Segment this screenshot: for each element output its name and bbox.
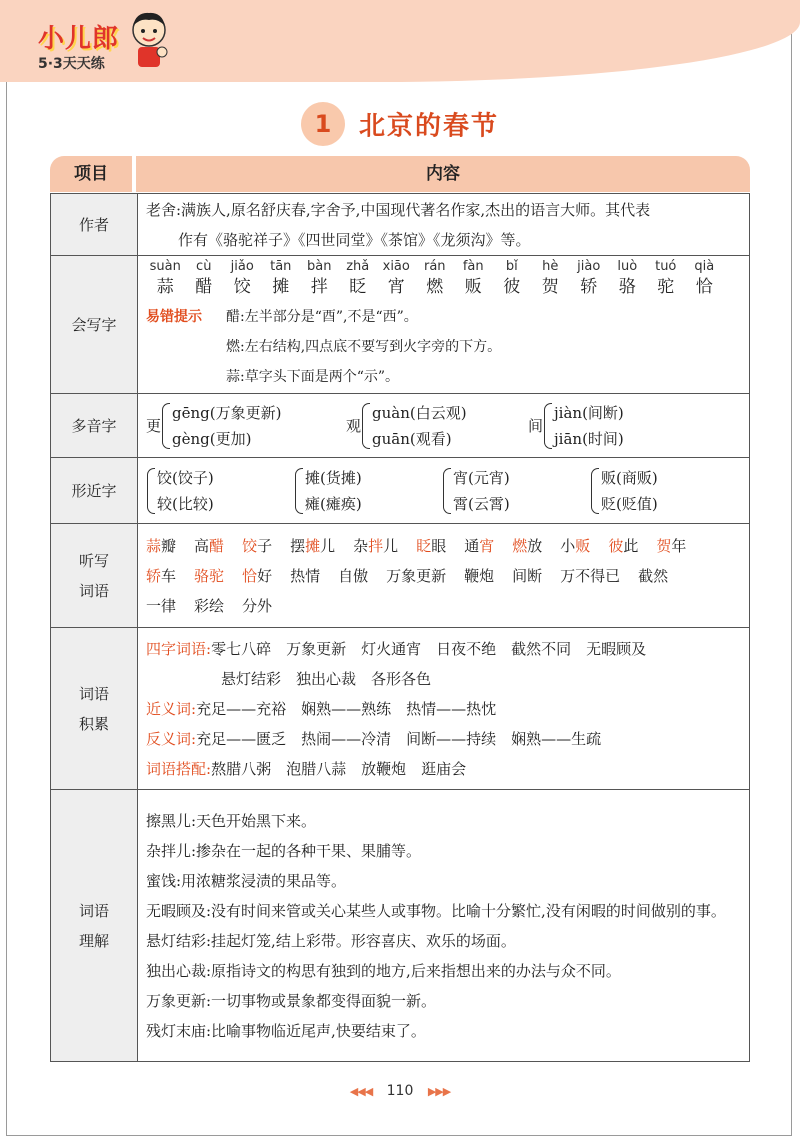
author-line-2: 作有《骆驼祥子》《四世同堂》《茶馆》《龙须沟》等。: [178, 230, 531, 249]
dictation-word: [512, 537, 542, 555]
row-understand: [51, 790, 750, 1062]
dictation-word: [656, 537, 686, 555]
similar-group: [590, 465, 738, 517]
definition-item: 无暇顾及:没有时间来管或关心某些人或事物。比喻十分繁忙,没有闲暇的时间做别的事。: [146, 901, 726, 920]
synonym-text: 充足——充裕 娴熟——熟练 热情——热忱: [196, 699, 497, 718]
pinyin: hè: [542, 258, 559, 274]
lesson-title: [0, 102, 800, 146]
pinyin-char-cell: [223, 258, 262, 298]
hanzi: 驼: [657, 276, 675, 297]
header-item-column: 项目: [50, 156, 132, 192]
dictation-word: [464, 537, 494, 555]
dictation-word: [146, 597, 176, 615]
label-dictation-line-2: 词语: [78, 581, 109, 600]
pinyin: jiào: [577, 258, 601, 274]
collocation-label: 词语搭配:: [146, 759, 212, 778]
synonym-label: 近义词:: [146, 699, 197, 718]
label-understand-line-1: 词语: [78, 901, 109, 920]
word-part: 热情: [290, 566, 321, 585]
dictation-word: [146, 537, 176, 555]
pinyin: bàn: [307, 258, 332, 274]
four-char-label: 四字词语:: [146, 639, 212, 658]
dictation-word: [608, 537, 638, 555]
polyphone-reading: gēng(万象更新): [172, 403, 282, 422]
dictation-word: [290, 537, 335, 555]
pinyin-char-cell: [570, 258, 609, 298]
brace-icon: [147, 468, 155, 514]
similar-item: 霄(云霄): [453, 494, 510, 513]
new-char: 恰: [242, 566, 258, 585]
new-char: 彼: [608, 536, 624, 555]
hanzi: 拌: [310, 276, 328, 297]
polyphone-readings: [554, 400, 624, 452]
word-part: 鞭炮: [464, 566, 495, 585]
pinyin-char-cell: [608, 258, 647, 298]
label-similar-chars: 形近字: [51, 458, 138, 524]
polyphone-group: [346, 400, 528, 452]
dictation-word: [416, 537, 446, 555]
hanzi: 贩: [464, 276, 482, 297]
write-chars-content: [138, 256, 750, 394]
pinyin: suàn: [149, 258, 181, 274]
label-accumulate-line-2: 积累: [78, 714, 109, 733]
tip-label: 易错提示: [146, 308, 202, 325]
new-char: 眨: [416, 536, 432, 555]
word-part: 万不得已: [560, 566, 621, 585]
brace-icon: [295, 468, 303, 514]
four-char-line-1: 零七八碎 万象更新 灯火通宵 日夜不绝 截然不同 无暇顾及: [211, 639, 647, 658]
four-char-words: [146, 634, 743, 664]
word-part: 车: [161, 566, 177, 585]
brace-icon: [362, 403, 370, 449]
new-char: 轿: [146, 566, 162, 585]
dictation-word: [512, 567, 542, 585]
polyphone-char: 更: [146, 416, 162, 435]
pinyin: cù: [196, 258, 212, 274]
antonym-label: 反义词:: [146, 729, 197, 748]
tip-2: 燃:左右结构,四点底不要写到火字旁的下方。: [226, 338, 502, 355]
similar-groups: [146, 465, 743, 517]
polyphone-char: 观: [346, 416, 362, 435]
word-part: 杂: [353, 536, 369, 555]
tip-1: 醋:左半部分是“酉”,不是“西”。: [226, 308, 418, 325]
word-part: 通: [464, 536, 480, 555]
dictation-word: [242, 567, 272, 585]
word-part: 儿: [383, 536, 399, 555]
word-part: 年: [671, 536, 687, 555]
new-char: 燃: [512, 536, 528, 555]
similar-item: 饺(饺子): [157, 468, 214, 487]
similar-pair: [601, 465, 658, 517]
author-content: [138, 194, 750, 256]
row-author: [51, 194, 750, 256]
pinyin: qià: [694, 258, 715, 274]
word-part: 彩绘: [194, 596, 225, 615]
antonyms: [146, 724, 743, 754]
collocations: [146, 754, 743, 784]
pinyin: bǐ: [505, 258, 518, 274]
similar-pair: [157, 465, 214, 517]
new-char: 拌: [368, 536, 384, 555]
brace-icon: [544, 403, 552, 449]
dictation-word: [353, 537, 398, 555]
tip-3: 蒜:草字头下面是两个“示”。: [226, 368, 400, 385]
new-char: 骆驼: [194, 566, 225, 585]
word-part: 摆: [290, 536, 306, 555]
row-dictation: [51, 524, 750, 628]
synonyms: [146, 694, 743, 724]
prev-arrows-icon: ◀◀◀: [349, 1085, 373, 1098]
label-understand: [51, 790, 138, 1062]
word-part: 子: [257, 536, 273, 555]
row-similar-chars: [51, 458, 750, 524]
word-part: 此: [623, 536, 639, 555]
dictation-word: [194, 597, 224, 615]
label-dictation-line-1: 听写: [78, 551, 109, 570]
pinyin-char-cell: [339, 258, 378, 298]
label-accumulate-line-1: 词语: [78, 684, 109, 703]
lesson-number: 1: [301, 102, 345, 146]
dictation-word: [386, 567, 446, 585]
hanzi: 骆: [618, 276, 636, 297]
new-char: 摊: [305, 536, 321, 555]
logo-title: 小儿郎: [38, 24, 120, 54]
word-part: 高: [194, 536, 210, 555]
similar-item: 较(比较): [157, 494, 214, 513]
word-part: 分外: [242, 596, 273, 615]
pinyin: tuó: [655, 258, 677, 274]
similar-item: 贩(商贩): [601, 468, 658, 487]
definition-item: 杂拌儿:掺杂在一起的各种干果、果脯等。: [146, 841, 422, 860]
hanzi: 蒜: [156, 276, 174, 297]
label-write-chars: 会写字: [51, 256, 138, 394]
definition-item: 擦黑儿:天色开始黑下来。: [146, 811, 317, 830]
dictation-word: [290, 567, 320, 585]
hanzi: 贺: [541, 276, 559, 297]
row-accumulate: [51, 628, 750, 790]
polyphone-readings: [372, 400, 467, 452]
pinyin-char-cell: [493, 258, 532, 298]
pinyin-char-cell: [685, 258, 724, 298]
polyphone-group: [146, 400, 346, 452]
polyphone-reading: jiàn(间断): [554, 403, 624, 422]
dictation-word: [146, 567, 176, 585]
four-char-line-2: 悬灯结彩 独出心裁 各形各色: [221, 669, 432, 688]
pinyin: tān: [270, 258, 292, 274]
page-footer: [0, 1083, 800, 1099]
pinyin-char-cell: [531, 258, 570, 298]
similar-group: [146, 465, 294, 517]
word-part: 瓣: [161, 536, 177, 555]
hanzi: 彼: [503, 276, 521, 297]
label-understand-line-2: 理解: [78, 931, 109, 950]
dictation-content: [138, 524, 750, 628]
row-polyphones: [51, 394, 750, 458]
word-part: 万象更新: [386, 566, 447, 585]
pinyin-char-cell: [146, 258, 185, 298]
hanzi: 醋: [195, 276, 213, 297]
brand-logo: [38, 18, 119, 73]
word-part: 儿: [320, 536, 336, 555]
label-polyphones: 多音字: [51, 394, 138, 458]
lesson-table: [50, 193, 750, 1062]
dictation-word: [638, 567, 668, 585]
hanzi: 饺: [233, 276, 251, 297]
tip-row: [146, 302, 743, 332]
new-char: 醋: [209, 536, 225, 555]
definition-item: 残灯末庙:比喻事物临近尾声,快要结束了。: [146, 1021, 426, 1040]
polyphone-reading: guān(观看): [372, 429, 452, 448]
logo-subtitle: 5·3天天练: [38, 56, 105, 72]
pinyin: zhǎ: [346, 258, 370, 274]
new-char: 宵: [479, 536, 495, 555]
word-part: 小: [560, 536, 576, 555]
hanzi: 摊: [272, 276, 290, 297]
word-part: 自傲: [338, 566, 369, 585]
dictation-word: [194, 567, 224, 585]
similar-item: 贬(贬值): [601, 494, 658, 513]
pinyin-char-cell: [647, 258, 686, 298]
pinyin: jiǎo: [230, 258, 254, 274]
hanzi: 燃: [426, 276, 444, 297]
brace-icon: [443, 468, 451, 514]
word-part: 间断: [512, 566, 543, 585]
collocation-text: 熬腊八粥 泡腊八蒜 放鞭炮 逛庙会: [211, 759, 467, 778]
similar-pair: [453, 465, 510, 517]
dictation-word: [560, 567, 620, 585]
hanzi: 眨: [349, 276, 367, 297]
lesson-name: 北京的春节: [358, 111, 499, 142]
polyphone-reading: jiān(时间): [554, 429, 624, 448]
similar-content: [138, 458, 750, 524]
accumulate-content: [138, 628, 750, 790]
new-char: 贩: [575, 536, 591, 555]
page-number: 110: [386, 1083, 414, 1099]
new-char: 蒜: [146, 536, 162, 555]
dictation-line-1: [146, 531, 743, 561]
polyphone-group: [528, 400, 708, 452]
word-part: 好: [257, 566, 273, 585]
antonym-text: 充足——匮乏 热闹——冷清 间断——持续 娴熟——生疏: [196, 729, 602, 748]
pinyin-char-row: [146, 258, 743, 298]
definition-item: 独出心裁:原指诗文的构思有独到的地方,后来指想出来的办法与众不同。: [146, 961, 621, 980]
word-part: 一律: [146, 596, 177, 615]
similar-group: [442, 465, 590, 517]
label-accumulate: [51, 628, 138, 790]
pinyin-char-cell: [185, 258, 224, 298]
dictation-line-3: [146, 591, 743, 621]
polyphone-groups: [146, 400, 743, 452]
polyphone-reading: gèng(更加): [172, 429, 252, 448]
definition-item: 万象更新:一切事物或景象都变得面貌一新。: [146, 991, 437, 1010]
pinyin: fàn: [462, 258, 484, 274]
brace-icon: [591, 468, 599, 514]
dictation-word: [242, 537, 272, 555]
new-char: 饺: [242, 536, 258, 555]
dictation-word: [464, 567, 494, 585]
polyphone-reading: guàn(白云观): [372, 403, 467, 422]
pinyin: rán: [423, 258, 446, 274]
row-write-chars: [51, 256, 750, 394]
word-part: 眼: [431, 536, 447, 555]
hanzi: 轿: [580, 276, 598, 297]
dictation-line-2: [146, 561, 743, 591]
definition-item: 悬灯结彩:挂起灯笼,结上彩带。形容喜庆、欢乐的场面。: [146, 931, 516, 950]
header-content-column: 内容: [136, 156, 750, 192]
pinyin-char-cell: [262, 258, 301, 298]
pinyin: xiāo: [382, 258, 410, 274]
label-author: 作者: [51, 194, 138, 256]
dictation-word: [242, 597, 272, 615]
word-part: 截然: [638, 566, 669, 585]
next-arrows-icon: ▶▶▶: [427, 1085, 451, 1098]
similar-pair: [305, 465, 362, 517]
polyphone-char: 间: [528, 416, 544, 435]
pinyin-char-cell: [416, 258, 455, 298]
label-dictation: [51, 524, 138, 628]
dictation-word: [338, 567, 368, 585]
brace-icon: [162, 403, 170, 449]
pinyin-char-cell: [300, 258, 339, 298]
polyphones-content: [138, 394, 750, 458]
new-char: 贺: [656, 536, 672, 555]
mascot-icon: [128, 10, 170, 68]
pinyin-char-cell: [454, 258, 493, 298]
pinyin: luò: [617, 258, 638, 274]
word-part: 放: [527, 536, 543, 555]
similar-group: [294, 465, 442, 517]
definition-item: 蜜饯:用浓糖浆浸渍的果品等。: [146, 871, 347, 890]
similar-item: 瘫(瘫痪): [305, 494, 362, 513]
understand-content: [138, 790, 750, 1062]
hanzi: 恰: [695, 276, 713, 297]
hanzi: 宵: [387, 276, 405, 297]
author-line-1: 老舍:满族人,原名舒庆春,字舍予,中国现代著名作家,杰出的语言大师。其代表: [146, 200, 651, 219]
similar-item: 摊(货摊): [305, 468, 362, 487]
dictation-word: [560, 537, 590, 555]
dictation-word: [194, 537, 224, 555]
similar-item: 宵(元宵): [453, 468, 510, 487]
pinyin-char-cell: [377, 258, 416, 298]
polyphone-readings: [172, 400, 281, 452]
